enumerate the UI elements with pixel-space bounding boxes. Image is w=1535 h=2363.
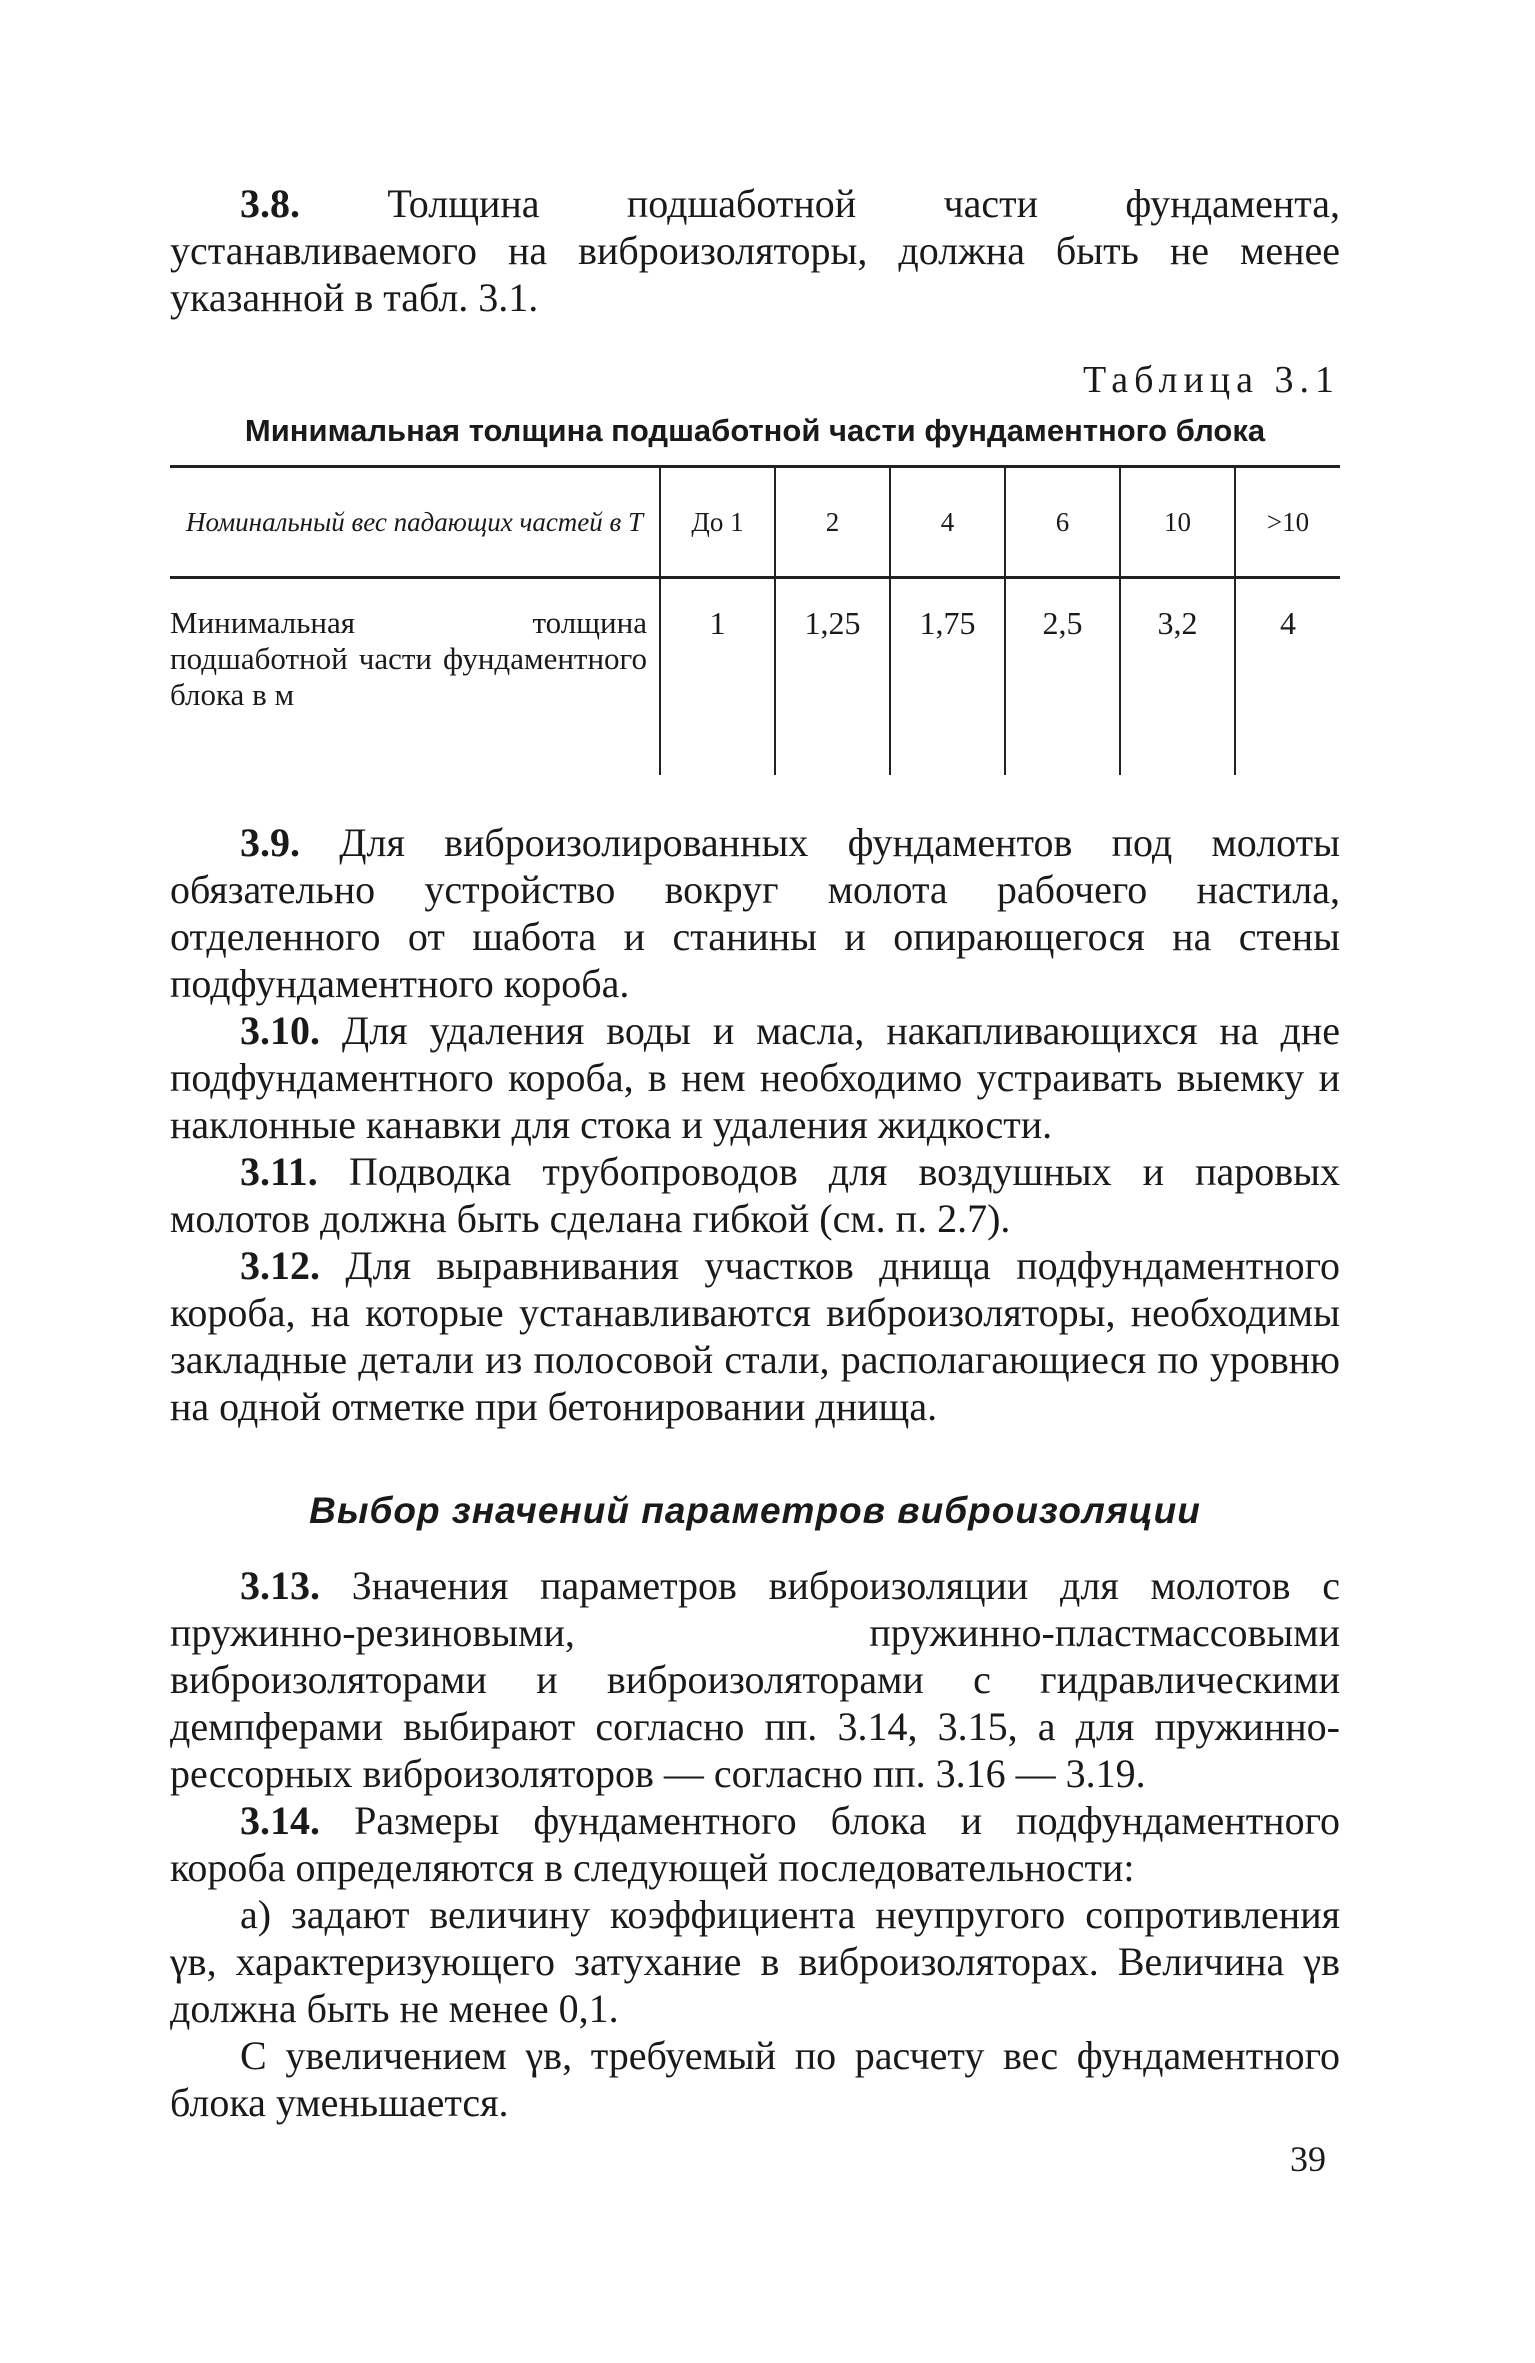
paragraph-text: Для удаления воды и масла, накапливающихся на дне подфундаментного короба, в нем необходимо устраивать выемку и наклонные канавки для стока и удаления жидкости. — [170, 1008, 1340, 1147]
paragraph-3-8 — [170, 180, 1340, 321]
paragraph-3-14-a: а) задают величину коэффициента неупругого сопротивления γв, характеризующего затухание в виброизоляторах. Величина γв должна быть не менее 0,1. — [170, 1892, 1340, 2031]
table-cell: 1,75 — [890, 578, 1005, 776]
table-cell: 4 — [1235, 578, 1340, 776]
paragraph-3-14-note: С увеличением γв, требуемый по расчету вес фундаментного блока уменьшается. — [170, 2033, 1340, 2125]
paragraph-text: Подводка трубопроводов для воздушных и паровых молотов должна быть сделана гибкой (см. п. 2.7). — [170, 1149, 1340, 1241]
header-cell: 6 — [1005, 467, 1120, 578]
paragraph-3-10 — [170, 1007, 1340, 1148]
paragraph-3-13 — [170, 1562, 1340, 1797]
table-cell: 1 — [660, 578, 775, 776]
header-cell: 2 — [775, 467, 890, 578]
table-cell: 3,2 — [1120, 578, 1235, 776]
paragraph-3-14 — [170, 1797, 1340, 1891]
header-cell: До 1 — [660, 467, 775, 578]
paragraph-text: Для выравнивания участков днища подфундаментного короба, на которые устанавливаются виброизоляторы, необходимы закладные детали из полосовой стали, располагающиеся по уровню на одной отметке при бетонировании днища. — [170, 1243, 1340, 1429]
section-heading: Выбор значений параметров виброизоляции — [309, 1490, 1201, 1531]
row-label: Минимальная толщина подшаботной части фундаментного блока в м — [170, 605, 647, 712]
header-label: Номинальный вес падающих частей в Т — [185, 507, 644, 537]
clause-number: 3.11. — [240, 1149, 318, 1194]
clause-number: 3.14. — [240, 1798, 320, 1843]
table-cell: 1,25 — [775, 578, 890, 776]
table-title: Минимальная толщина подшаботной части фундаментного блока — [244, 413, 1266, 448]
paragraph-3-9 — [170, 819, 1340, 1007]
clause-number: 3.13. — [240, 1563, 320, 1608]
header-cell: 10 — [1120, 467, 1235, 578]
paragraph-text: Значения параметров виброизоляции для молотов с пружинно-резиновыми, пружинно-пластмассовыми виброизоляторами и виброизоляторами с гидравлическими демпферами выбирают согласно пп. 3.14, 3.15, а для пружинно-рессорных виброизоляторов — согласно пп. 3.16 — 3.19. — [170, 1563, 1340, 1796]
table-row — [170, 578, 1340, 776]
clause-number: 3.10. — [240, 1008, 320, 1053]
page-number: 39 — [1290, 2139, 1326, 2179]
paragraph-text: Для виброизолированных фундаментов под молоты обязательно устройство вокруг молота рабочего настила, отделенного от шабота и станины и опирающегося на стены подфундаментного короба. — [170, 820, 1340, 1006]
table-cell: 2,5 — [1005, 578, 1120, 776]
paragraph-text: Размеры фундаментного блока и подфундаментного короба определяются в следующей последовательности: — [170, 1798, 1340, 1890]
paragraph-3-12 — [170, 1242, 1340, 1430]
header-cell: >10 — [1235, 467, 1340, 578]
paragraph-text: Толщина подшаботной части фундамента, устанавливаемого на виброизоляторы, должна быть не менее указанной в табл. 3.1. — [170, 181, 1340, 320]
header-cell: 4 — [890, 467, 1005, 578]
table-header-row — [170, 467, 1340, 578]
clause-number: 3.8. — [240, 181, 300, 226]
table-caption: Таблица 3.1 — [1082, 359, 1340, 401]
paragraph-3-11 — [170, 1148, 1340, 1242]
page-content — [170, 180, 1340, 2126]
clause-number: 3.9. — [240, 820, 300, 865]
thickness-table — [170, 465, 1340, 775]
clause-number: 3.12. — [240, 1243, 320, 1288]
